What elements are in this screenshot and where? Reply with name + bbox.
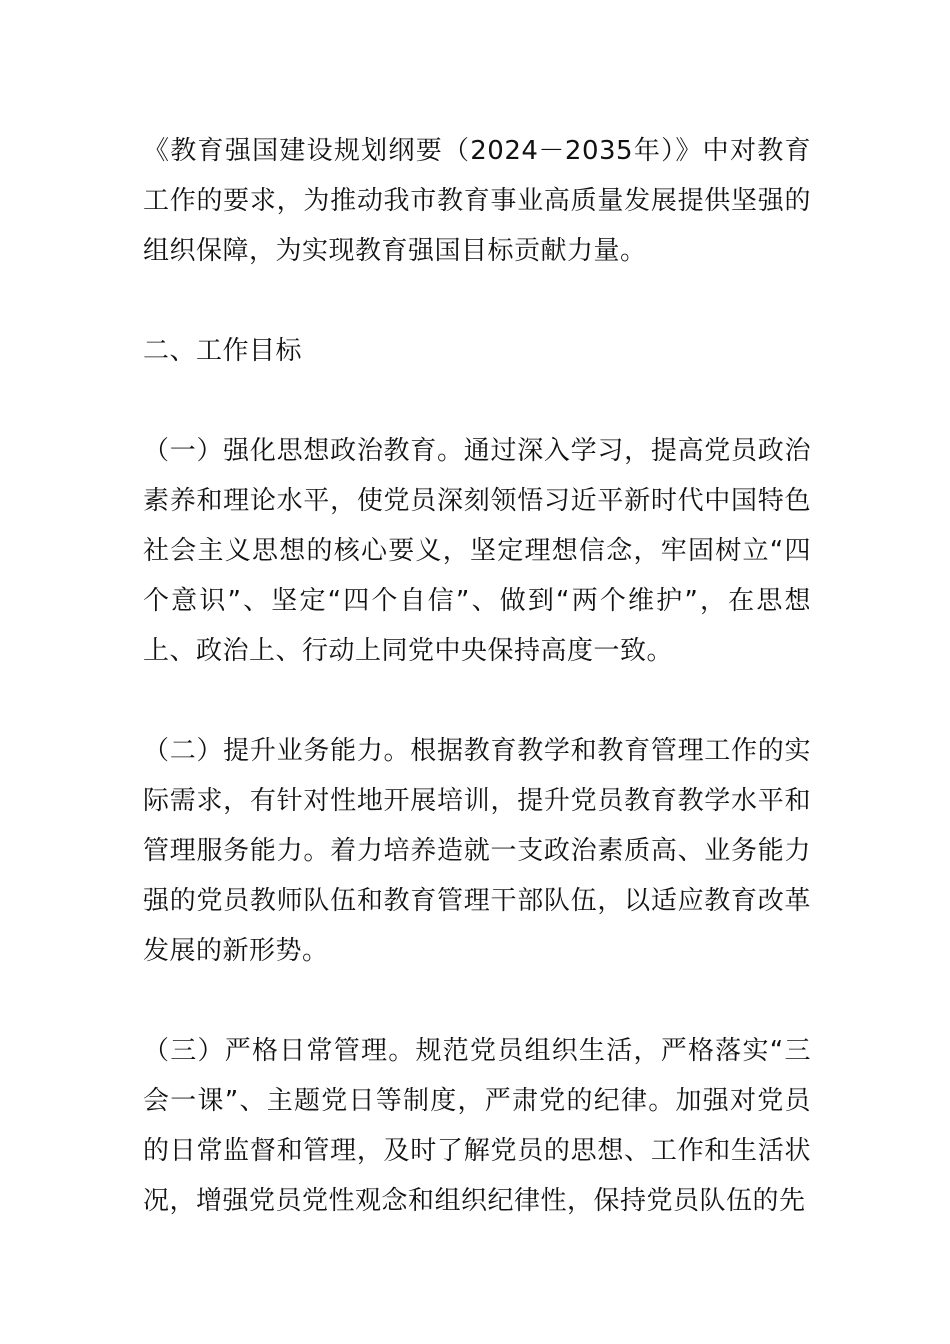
paragraph-intro-continuation: 《教育强国建设规划纲要（2024－2035年）》中对教育工作的要求，为推动我市教育事业高质量发展提供坚强的组织保障，为实现教育强国目标贡献力量。: [143, 136, 811, 266]
paragraph-goal-1: （一）强化思想政治教育。通过深入学习，提高党员政治素养和理论水平，使党员深刻领悟习近平新时代中国特色社会主义思想的核心要义，坚定理想信念，牢固树立“四个意识”、坚定“四个自信”、做到“两个维护”，在思想上、政治上、行动上同党中央保持高度一致。: [143, 436, 811, 666]
document-page: [143, 126, 811, 1226]
paragraph-goal-3: （三）严格日常管理。规范党员组织生活，严格落实“三会一课”、主题党日等制度，严肃党的纪律。加强对党员的日常监督和管理，及时了解党员的思想、工作和生活状况，增强党员党性观念和组织纪律性，保持党员队伍的先: [143, 1036, 811, 1216]
paragraph-goal-2: （二）提升业务能力。根据教育教学和教育管理工作的实际需求，有针对性地开展培训，提升党员教育教学水平和管理服务能力。着力培养造就一支政治素质高、业务能力强的党员教师队伍和教育管理干部队伍，以适应教育改革发展的新形势。: [143, 736, 811, 966]
section-heading-work-goals: 二、工作目标: [143, 336, 303, 366]
